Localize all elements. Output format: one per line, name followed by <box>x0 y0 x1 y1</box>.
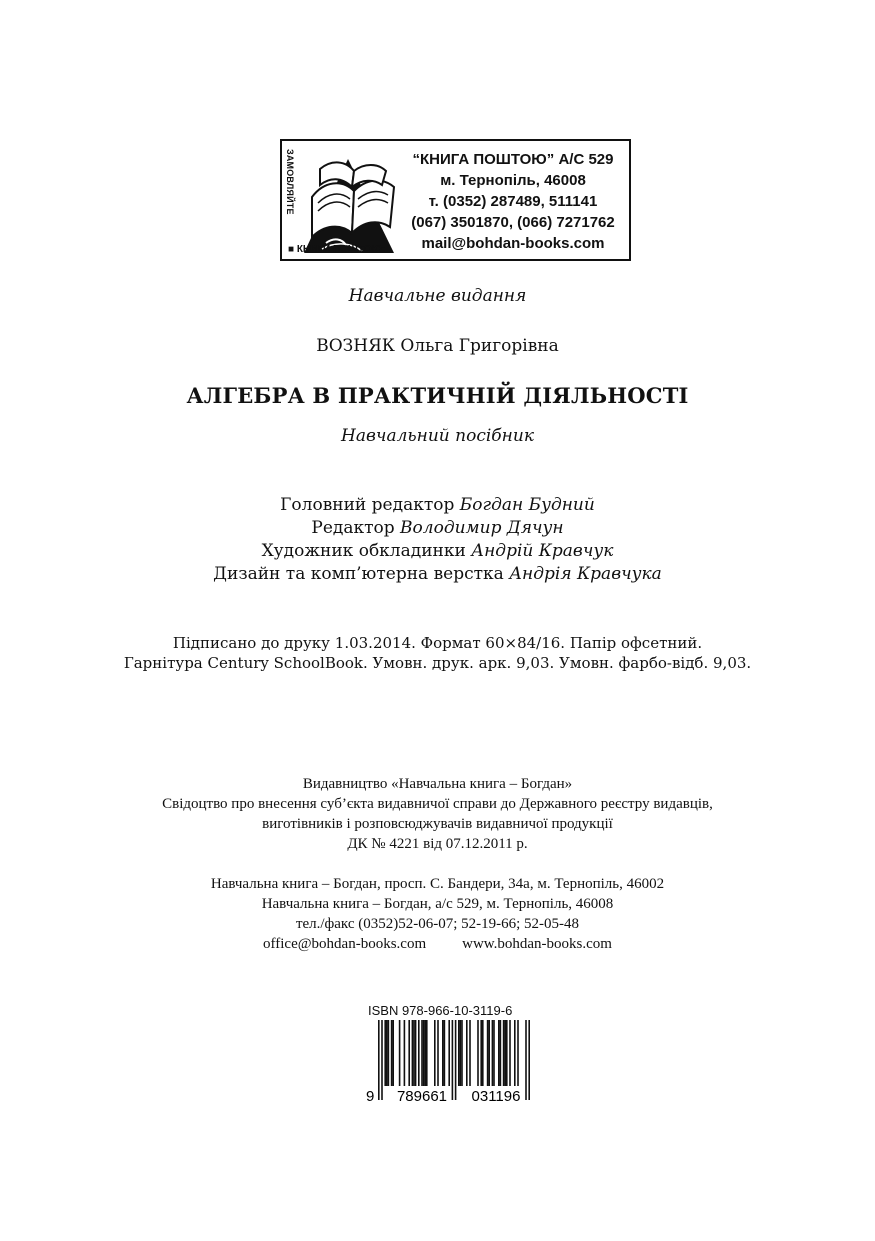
stamp-vertical-text: ЗАМОВЛЯЙТЕ <box>285 149 295 215</box>
barcode-bar <box>444 1020 446 1086</box>
barcode-bar <box>452 1020 454 1100</box>
stamp-line: т. (0352) 287489, 511141 <box>428 193 598 210</box>
barcode-bar <box>388 1020 390 1086</box>
barcode-bar <box>386 1020 388 1086</box>
barcode-bar <box>424 1020 426 1086</box>
barcode-bar <box>434 1020 436 1086</box>
barcode-bar <box>482 1020 484 1086</box>
barcode-bar <box>504 1020 506 1086</box>
barcode-bar <box>506 1020 508 1086</box>
barcode-bar <box>460 1020 462 1086</box>
credit-role: Дизайн та комп’ютерна верстка <box>213 564 504 584</box>
barcode-bar <box>480 1020 482 1086</box>
barcode-bar <box>487 1020 489 1086</box>
address-line: Навчальна книга – Богдан, просп. С. Бандери, 34а, м. Тернопіль, 46002 <box>210 876 665 892</box>
barcode-bar <box>399 1020 401 1086</box>
barcode-bar <box>493 1020 495 1086</box>
email-text: office@bohdan-books.com <box>263 936 427 952</box>
barcode-bar <box>500 1020 502 1086</box>
stamp-contact-lines <box>395 149 631 254</box>
barcode-bar <box>381 1020 383 1100</box>
open-book-stack-icon <box>282 141 404 259</box>
barcode-bar <box>423 1020 425 1086</box>
stamp-bottom-text: ■ КНИГИ ПОШТОЮ: <box>288 244 386 255</box>
barcode-bar <box>415 1020 417 1086</box>
credit-line <box>0 540 875 563</box>
credit-name: Андрія Кравчука <box>509 564 662 584</box>
barcode-bar <box>392 1020 394 1086</box>
barcode-bar <box>503 1020 505 1086</box>
barcode-bar <box>498 1020 500 1086</box>
book-subtitle: Навчальний посібник <box>341 426 534 446</box>
barcode-first-digit: 9 <box>366 1088 375 1104</box>
barcode-bar <box>458 1020 460 1086</box>
publisher-line: виготівників і розповсюджувачів видавничої продукції <box>262 816 613 832</box>
barcode-bar <box>448 1020 450 1086</box>
mail-order-stamp <box>280 139 631 261</box>
address-block <box>0 874 875 954</box>
contacts-line <box>0 934 875 954</box>
barcode-bar <box>509 1020 511 1086</box>
credit-name: Володимир Дячун <box>400 518 564 538</box>
barcode-bar <box>412 1020 414 1086</box>
barcode-left-group: 789661 <box>396 1088 448 1104</box>
book-title: АЛГЕБРА В ПРАКТИЧНІЙ ДІЯЛЬНОСТІ <box>186 383 689 408</box>
isbn-text: ISBN 978-966-10-3119-6 <box>368 1003 513 1018</box>
barcode-bar <box>488 1020 490 1086</box>
barcode-bar <box>528 1020 530 1100</box>
barcode-bar <box>413 1020 415 1086</box>
credit-role: Художник обкладинки <box>261 541 466 561</box>
edition-type: Навчальне видання <box>348 286 527 306</box>
credit-role: Головний редактор <box>280 495 455 515</box>
print-info-line: Підписано до друку 1.03.2014. Формат 60×84/16. Папір офсетний. <box>172 634 703 652</box>
publisher-block <box>0 774 875 854</box>
stamp-line: mail@bohdan-books.com <box>421 235 605 252</box>
isbn-barcode <box>364 1020 540 1104</box>
credits-block <box>0 494 875 586</box>
credit-line <box>0 517 875 540</box>
website-text: www.bohdan-books.com <box>462 936 612 952</box>
barcode-bar <box>492 1020 494 1086</box>
print-info-line: Гарнітура Century SchoolBook. Умовн. друк. арк. 9,03. Умовн. фарбо-відб. 9,03. <box>123 654 752 672</box>
barcode-bar <box>426 1020 428 1086</box>
author-name: ВОЗНЯК Ольга Григорівна <box>316 336 559 356</box>
barcode-bar <box>437 1020 439 1086</box>
address-line: тел./факс (0352)52-06-07; 52-19-66; 52-05-48 <box>295 916 580 932</box>
barcode-bar <box>421 1020 423 1086</box>
barcode-bar <box>455 1020 457 1100</box>
stamp-line: м. Тернопіль, 46008 <box>440 172 586 189</box>
credit-line <box>0 494 875 517</box>
stamp-line: (067) 3501870, (066) 7271762 <box>411 214 615 231</box>
stamp-line: “КНИГА ПОШТОЮ” А/С 529 <box>412 151 614 168</box>
barcode-bar <box>466 1020 468 1086</box>
barcode-bar <box>525 1020 527 1100</box>
barcode-bar <box>391 1020 393 1086</box>
barcode-bar <box>477 1020 479 1086</box>
address-line: Навчальна книга – Богдан, а/с 529, м. Тернопіль, 46008 <box>261 896 614 912</box>
publisher-line: Свідоцтво про внесення суб’єкта видавничої справи до Державного реєстру видавців, <box>162 796 713 812</box>
barcode-bar <box>461 1020 463 1086</box>
barcode-bar <box>442 1020 444 1086</box>
barcode-bar <box>404 1020 406 1086</box>
credit-name: Богдан Будний <box>459 495 595 515</box>
barcode-bar <box>408 1020 410 1086</box>
barcode-right-group: 031196 <box>471 1088 521 1104</box>
barcode-bar <box>384 1020 386 1086</box>
barcode-bar <box>378 1020 380 1100</box>
barcode-bar <box>418 1020 420 1086</box>
publisher-line: Видавництво «Навчальна книга – Богдан» <box>302 776 573 792</box>
print-info-block <box>0 633 875 673</box>
barcode-bar <box>517 1020 519 1086</box>
publisher-line: ДК № 4221 від 07.12.2011 р. <box>347 836 528 852</box>
credit-role: Редактор <box>311 518 395 538</box>
barcode-bar <box>514 1020 516 1086</box>
barcode-bar <box>469 1020 471 1086</box>
credit-line <box>0 563 875 586</box>
credit-name: Андрій Кравчук <box>471 541 614 561</box>
